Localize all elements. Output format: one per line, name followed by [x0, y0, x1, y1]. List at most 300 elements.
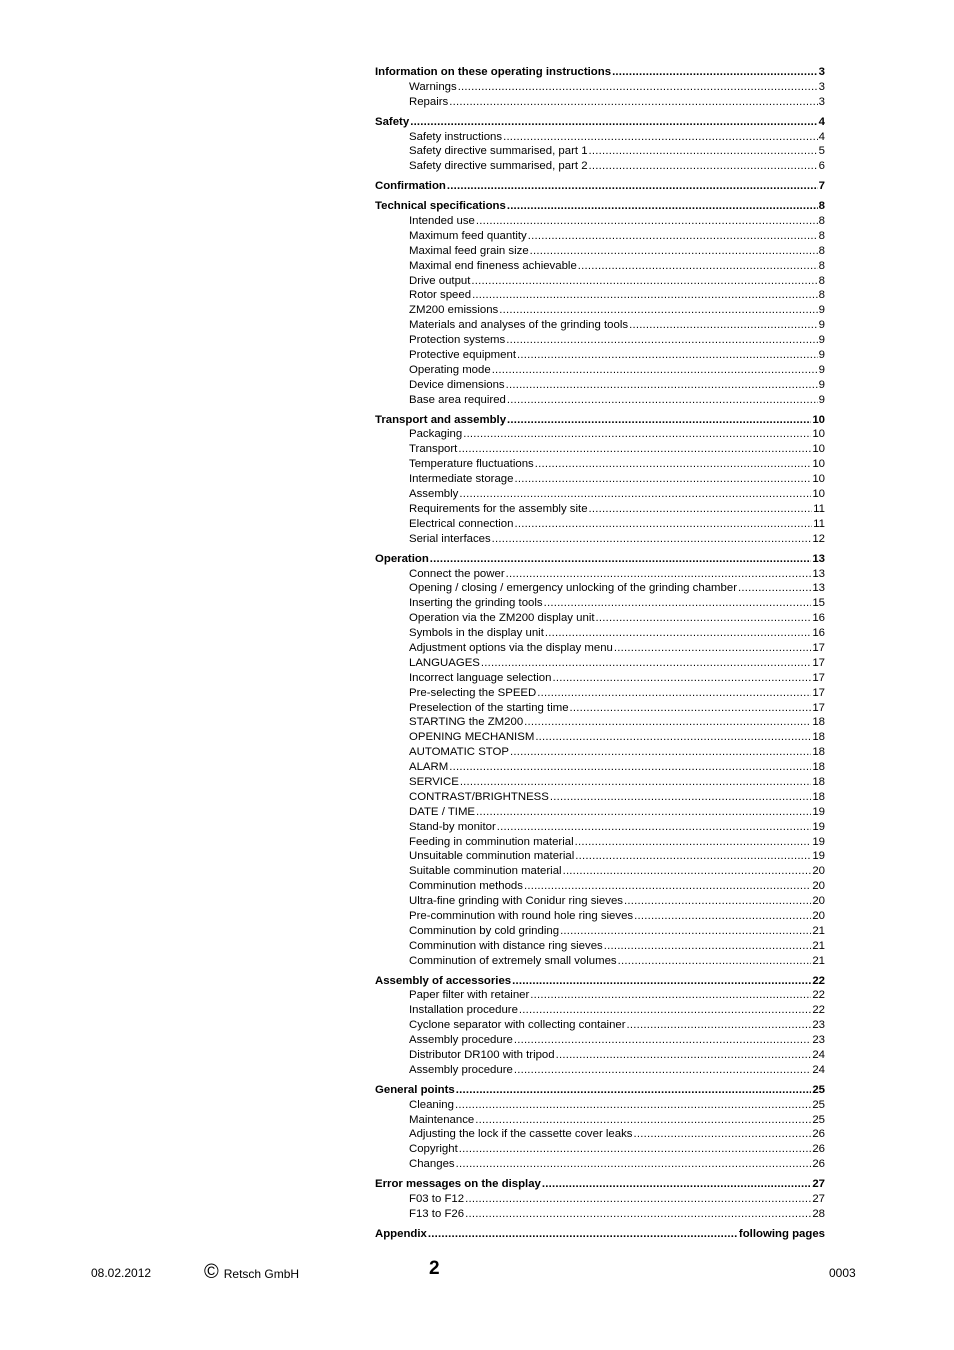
- toc-subentry[interactable]: [375, 730, 825, 745]
- dot-leader: [612, 65, 818, 80]
- toc-subentry-title: Transport: [409, 443, 458, 456]
- dot-leader: [476, 214, 818, 229]
- toc-subentry-page: 9: [818, 393, 825, 406]
- toc-subentry-title: Pre-selecting the SPEED: [409, 686, 537, 699]
- toc-subentry[interactable]: [375, 835, 825, 850]
- toc-subentry-page: 17: [812, 656, 825, 669]
- dot-leader: [519, 1003, 811, 1018]
- toc-subentry-title: Operating mode: [409, 363, 491, 376]
- toc-section: [375, 65, 825, 110]
- toc-subentry-page: 17: [812, 641, 825, 654]
- toc-chapter-entry-page: 27: [812, 1178, 825, 1191]
- toc-subentry-page: 25: [812, 1098, 825, 1111]
- toc-chapter-entry-page: 25: [812, 1083, 825, 1096]
- dot-leader: [550, 790, 811, 805]
- toc-section: [375, 1083, 825, 1172]
- toc-chapter-entry[interactable]: [375, 115, 825, 130]
- toc-subentry[interactable]: [375, 988, 825, 1003]
- toc-section: [375, 974, 825, 1078]
- toc-subentry[interactable]: [375, 715, 825, 730]
- toc-subentry-page: 8: [818, 289, 825, 302]
- dot-leader: [589, 159, 818, 174]
- dot-leader: [537, 686, 811, 701]
- toc-subentry-title: Protective equipment: [409, 349, 517, 362]
- toc-subentry-page: 21: [812, 954, 825, 967]
- toc-subentry-page: 9: [818, 304, 825, 317]
- toc-chapter-entry[interactable]: [375, 552, 825, 567]
- dot-leader: [514, 1033, 811, 1048]
- toc-subentry[interactable]: [375, 517, 825, 532]
- toc-subentry-page: 8: [818, 274, 825, 287]
- dot-leader: [514, 1063, 811, 1078]
- toc-chapter-entry-page: 10: [812, 413, 825, 426]
- toc-subentry[interactable]: [375, 626, 825, 641]
- toc-subentry-title: Suitable comminution material: [409, 865, 562, 878]
- toc-subentry-page: 24: [812, 1049, 825, 1061]
- dot-leader: [455, 1098, 811, 1113]
- toc-subentry-title: Pre-comminution with round hole ring sieves: [409, 909, 634, 922]
- toc-subentry[interactable]: [375, 954, 825, 969]
- toc-subentry[interactable]: [375, 656, 825, 671]
- toc-subentry-title: Connect the power: [409, 567, 505, 580]
- toc-subentry[interactable]: [375, 1033, 825, 1048]
- toc-subentry[interactable]: [375, 1063, 825, 1078]
- toc-subentry-page: 9: [818, 334, 825, 347]
- toc-subentry-title: Incorrect language selection: [409, 671, 552, 684]
- dot-leader: [514, 472, 811, 487]
- toc-subentry[interactable]: [375, 1142, 825, 1157]
- toc-subentry-page: 10: [812, 428, 825, 441]
- dot-leader: [465, 1207, 811, 1222]
- toc-subentry-page: 18: [812, 790, 825, 803]
- dot-leader: [456, 1157, 812, 1172]
- toc-subentry[interactable]: [375, 686, 825, 701]
- dot-leader: [596, 611, 812, 626]
- toc-subentry[interactable]: [375, 1098, 825, 1113]
- dot-leader: [556, 1048, 812, 1063]
- dot-leader: [578, 259, 818, 274]
- toc-subentry-page: 15: [812, 597, 825, 610]
- toc-subentry[interactable]: [375, 363, 825, 378]
- dot-leader: [563, 864, 812, 879]
- toc-subentry-page: 10: [812, 443, 825, 456]
- toc-subentry[interactable]: [375, 701, 825, 716]
- toc-chapter-entry-page: 22: [812, 974, 825, 987]
- toc-subentry-page: 9: [818, 378, 825, 391]
- dot-leader: [492, 532, 812, 547]
- toc-subentry-page: 8: [818, 259, 825, 272]
- toc-subentry-page: 22: [812, 989, 825, 1002]
- toc-subentry[interactable]: [375, 790, 825, 805]
- toc-subentry-page: 18: [812, 761, 825, 774]
- toc-subentry-page: 19: [812, 820, 825, 833]
- toc-subentry[interactable]: [375, 641, 825, 656]
- toc-subentry[interactable]: [375, 924, 825, 939]
- toc-subentry-title: Comminution of extremely small volumes: [409, 954, 617, 967]
- toc-subentry[interactable]: [375, 214, 825, 229]
- toc-subentry-page: 21: [812, 924, 825, 937]
- toc-subentry-title: AUTOMATIC STOP: [409, 746, 509, 759]
- toc-subentry[interactable]: [375, 879, 825, 894]
- toc-chapter-entry-page: 7: [818, 180, 825, 193]
- toc-subentry-page: 20: [812, 865, 825, 878]
- table-of-contents: [375, 65, 825, 1247]
- toc-chapter-entry-title: General points: [375, 1083, 455, 1096]
- toc-subentry[interactable]: [375, 95, 825, 110]
- toc-subentry-page: 9: [818, 349, 825, 362]
- toc-subentry-page: 16: [812, 612, 825, 625]
- toc-subentry-page: 17: [812, 701, 825, 714]
- toc-subentry-page: 24: [812, 1063, 825, 1076]
- toc-subentry[interactable]: [375, 502, 825, 517]
- toc-subentry-title: Assembly procedure: [409, 1034, 513, 1047]
- dot-leader: [589, 144, 818, 159]
- dot-leader: [447, 179, 818, 194]
- dot-leader: [530, 988, 811, 1003]
- toc-subentry[interactable]: [375, 760, 825, 775]
- dot-leader: [458, 442, 811, 457]
- dot-leader: [458, 80, 818, 95]
- toc-subentry-title: STARTING the ZM200: [409, 716, 524, 729]
- toc-subentry-title: Copyright: [409, 1143, 458, 1156]
- dot-leader: [459, 1142, 812, 1157]
- toc-chapter-entry-page: 3: [818, 66, 825, 78]
- toc-subentry-title: ZM200 emissions: [409, 304, 499, 317]
- dot-leader: [514, 517, 812, 532]
- toc-subentry-title: Serial interfaces: [409, 532, 491, 545]
- toc-subentry-page: 17: [812, 671, 825, 684]
- toc-subentry-page: 9: [818, 363, 825, 376]
- dot-leader: [560, 924, 811, 939]
- toc-subentry-title: Base area required: [409, 393, 506, 406]
- toc-chapter-entry-title: Technical specifications: [375, 200, 506, 213]
- toc-chapter-entry[interactable]: [375, 179, 825, 194]
- toc-subentry-title: Maximal end fineness achievable: [409, 259, 577, 272]
- copyright-icon: ©: [204, 1261, 219, 1283]
- toc-subentry[interactable]: [375, 745, 825, 760]
- toc-subentry[interactable]: [375, 864, 825, 879]
- dot-leader: [530, 244, 818, 259]
- dot-leader: [460, 775, 812, 790]
- toc-subentry-title: Ultra-fine grinding with Conidur ring sieves: [409, 895, 623, 908]
- toc-subentry-page: 10: [812, 458, 825, 471]
- dot-leader: [544, 596, 812, 611]
- toc-subentry[interactable]: [375, 472, 825, 487]
- toc-subentry[interactable]: [375, 130, 825, 145]
- dot-leader: [524, 715, 811, 730]
- dot-leader: [552, 671, 811, 686]
- dot-leader: [499, 303, 817, 318]
- dot-leader: [430, 552, 812, 567]
- toc-chapter-entry[interactable]: [375, 974, 825, 989]
- dot-leader: [463, 427, 811, 442]
- dot-leader: [528, 229, 818, 244]
- toc-subentry[interactable]: [375, 939, 825, 954]
- dot-leader: [506, 567, 812, 582]
- toc-subentry-page: 8: [818, 215, 825, 228]
- toc-subentry-page: 12: [812, 532, 825, 545]
- toc-subentry-title: Safety directive summarised, part 1: [409, 145, 588, 158]
- dot-leader: [503, 130, 818, 145]
- toc-subentry-page: 19: [812, 850, 825, 863]
- dot-leader: [506, 333, 817, 348]
- toc-chapter-entry-title: Information on these operating instructions: [375, 66, 612, 78]
- toc-subentry-title: Maximal feed grain size: [409, 244, 529, 257]
- toc-subentry[interactable]: [375, 80, 825, 95]
- dot-leader: [428, 1227, 738, 1242]
- toc-chapter-entry-title: Safety: [375, 115, 410, 128]
- toc-subentry-title: Rotor speed: [409, 289, 472, 302]
- toc-chapter-entry-page: 4: [818, 115, 825, 128]
- toc-subentry-page: 26: [812, 1143, 825, 1156]
- toc-subentry[interactable]: [375, 849, 825, 864]
- toc-subentry-title: OPENING MECHANISM: [409, 731, 535, 744]
- toc-subentry[interactable]: [375, 274, 825, 289]
- toc-subentry-page: 9: [818, 319, 825, 332]
- toc-subentry[interactable]: [375, 318, 825, 333]
- toc-subentry[interactable]: [375, 159, 825, 174]
- toc-subentry-page: 6: [818, 160, 825, 173]
- toc-subentry-page: 26: [812, 1128, 825, 1141]
- toc-subentry-page: 20: [812, 909, 825, 922]
- toc-chapter-entry[interactable]: [375, 1177, 825, 1192]
- toc-subentry-title: Cyclone separator with collecting container: [409, 1019, 626, 1032]
- toc-subentry-title: F13 to F26: [409, 1207, 465, 1220]
- toc-subentry-title: LANGUAGES: [409, 656, 480, 669]
- toc-subentry-title: Materials and analyses of the grinding tools: [409, 319, 629, 332]
- toc-subentry-title: Repairs: [409, 95, 449, 108]
- toc-subentry[interactable]: [375, 1192, 825, 1207]
- toc-subentry-page: 25: [812, 1113, 825, 1126]
- toc-chapter-entry[interactable]: [375, 1083, 825, 1098]
- toc-subentry[interactable]: [375, 775, 825, 790]
- toc-subentry-page: 19: [812, 835, 825, 848]
- dot-leader: [627, 1018, 812, 1033]
- toc-subentry[interactable]: [375, 1048, 825, 1063]
- dot-leader: [575, 849, 811, 864]
- toc-subentry-title: Assembly procedure: [409, 1063, 513, 1076]
- toc-section: [375, 1177, 825, 1222]
- toc-subentry-page: 3: [818, 95, 825, 108]
- toc-subentry[interactable]: [375, 427, 825, 442]
- toc-subentry[interactable]: [375, 671, 825, 686]
- toc-subentry-page: 10: [812, 473, 825, 486]
- dot-leader: [535, 457, 812, 472]
- dot-leader: [589, 502, 813, 517]
- toc-subentry-title: Unsuitable comminution material: [409, 850, 575, 863]
- toc-section: [375, 115, 825, 175]
- toc-subentry-title: SERVICE: [409, 775, 459, 788]
- toc-subentry[interactable]: [375, 348, 825, 363]
- toc-subentry-page: 8: [818, 244, 825, 257]
- toc-subentry-page: 5: [818, 145, 825, 158]
- toc-subentry[interactable]: [375, 805, 825, 820]
- dot-leader: [510, 745, 811, 760]
- toc-subentry-title: Stand-by monitor: [409, 820, 496, 833]
- toc-subentry-title: Warnings: [409, 80, 457, 93]
- toc-subentry-page: 23: [812, 1034, 825, 1047]
- toc-subentry[interactable]: [375, 532, 825, 547]
- toc-subentry-title: CONTRAST/BRIGHTNESS: [409, 790, 549, 803]
- toc-subentry-title: Comminution methods: [409, 880, 523, 893]
- toc-subentry-title: Maintenance: [409, 1113, 475, 1126]
- toc-chapter-entry-title: Assembly of accessories: [375, 974, 512, 987]
- dot-leader: [570, 701, 812, 716]
- toc-subentry[interactable]: [375, 611, 825, 626]
- toc-subentry-title: Inserting the grinding tools: [409, 597, 543, 610]
- toc-subentry[interactable]: [375, 1003, 825, 1018]
- toc-subentry-title: Maximum feed quantity: [409, 229, 527, 242]
- dot-leader: [738, 581, 811, 596]
- dot-leader: [492, 363, 818, 378]
- toc-subentry[interactable]: [375, 259, 825, 274]
- dot-leader: [410, 115, 817, 130]
- toc-subentry-title: Operation via the ZM200 display unit: [409, 612, 595, 625]
- toc-subentry-page: 3: [818, 80, 825, 93]
- footer-copyright: [204, 1262, 299, 1282]
- toc-subentry[interactable]: [375, 1127, 825, 1142]
- toc-subentry-page: 18: [812, 731, 825, 744]
- dot-leader: [517, 348, 818, 363]
- toc-section: [375, 552, 825, 969]
- toc-subentry-page: 23: [812, 1019, 825, 1032]
- dot-leader: [624, 894, 811, 909]
- dot-leader: [542, 1177, 811, 1192]
- toc-subentry-page: 19: [812, 805, 825, 818]
- toc-subentry[interactable]: [375, 909, 825, 924]
- dot-leader: [535, 730, 811, 745]
- toc-section: [375, 413, 825, 547]
- toc-subentry-page: 21: [812, 939, 825, 952]
- toc-subentry-page: 18: [812, 775, 825, 788]
- toc-subentry-title: Electrical connection: [409, 517, 514, 530]
- toc-subentry-page: 10: [812, 488, 825, 501]
- toc-subentry[interactable]: [375, 1157, 825, 1172]
- toc-subentry-page: 20: [812, 880, 825, 893]
- toc-subentry[interactable]: [375, 144, 825, 159]
- toc-subentry-title: Drive output: [409, 274, 471, 287]
- dot-leader: [575, 835, 812, 850]
- toc-chapter-entry-page: 13: [812, 552, 825, 565]
- dot-leader: [507, 393, 818, 408]
- toc-subentry[interactable]: [375, 393, 825, 408]
- dot-leader: [456, 1083, 812, 1098]
- toc-subentry-page: 22: [812, 1004, 825, 1017]
- toc-subentry[interactable]: [375, 457, 825, 472]
- toc-subentry-title: Distributor DR100 with tripod: [409, 1049, 555, 1061]
- toc-subentry[interactable]: [375, 333, 825, 348]
- toc-subentry-page: 17: [812, 686, 825, 699]
- dot-leader: [476, 805, 811, 820]
- toc-subentry[interactable]: [375, 244, 825, 259]
- toc-subentry[interactable]: [375, 378, 825, 393]
- toc-subentry-page: 16: [812, 627, 825, 640]
- toc-subentry[interactable]: [375, 303, 825, 318]
- dot-leader: [497, 820, 812, 835]
- toc-subentry-title: Feeding in comminution material: [409, 835, 574, 848]
- toc-subentry[interactable]: [375, 1113, 825, 1128]
- toc-subentry-page: 27: [812, 1193, 825, 1206]
- toc-subentry-title: Temperature fluctuations: [409, 458, 534, 471]
- toc-subentry-title: Protection systems: [409, 334, 506, 347]
- toc-subentry-title: Symbols in the display unit: [409, 627, 544, 640]
- toc-subentry[interactable]: [375, 229, 825, 244]
- toc-subentry[interactable]: [375, 596, 825, 611]
- dot-leader: [507, 199, 818, 214]
- toc-chapter-entry-title: Operation: [375, 552, 429, 565]
- toc-subentry[interactable]: [375, 442, 825, 457]
- toc-subentry-page: 13: [812, 567, 825, 580]
- toc-subentry-title: Safety instructions: [409, 130, 503, 143]
- toc-subentry[interactable]: [375, 581, 825, 596]
- toc-subentry-title: ALARM: [409, 761, 449, 774]
- toc-section: [375, 199, 825, 407]
- dot-leader: [507, 413, 811, 428]
- toc-subentry-page: 28: [812, 1207, 825, 1220]
- toc-subentry-title: Intermediate storage: [409, 473, 514, 486]
- toc-chapter-entry-title: Confirmation: [375, 180, 446, 193]
- toc-subentry-title: Opening / closing / emergency unlocking of the grinding chamber: [409, 582, 737, 595]
- toc-section: [375, 179, 825, 194]
- toc-subentry-title: Device dimensions: [409, 378, 505, 391]
- dot-leader: [472, 288, 818, 303]
- toc-subentry[interactable]: [375, 894, 825, 909]
- dot-leader: [459, 487, 811, 502]
- toc-chapter-entry-title: Transport and assembly: [375, 413, 507, 426]
- toc-subentry-title: Cleaning: [409, 1098, 454, 1111]
- toc-subentry-title: Paper filter with retainer: [409, 989, 530, 1002]
- toc-chapter-entry[interactable]: [375, 413, 825, 428]
- toc-chapter-entry-page: 8: [818, 200, 825, 213]
- toc-subentry[interactable]: [375, 487, 825, 502]
- toc-subentry[interactable]: [375, 1018, 825, 1033]
- toc-subentry[interactable]: [375, 288, 825, 303]
- toc-subentry[interactable]: [375, 1207, 825, 1222]
- toc-subentry[interactable]: [375, 567, 825, 582]
- toc-subentry-page: 26: [812, 1158, 825, 1171]
- toc-subentry-title: Intended use: [409, 215, 475, 228]
- toc-subentry-page: 18: [812, 746, 825, 759]
- toc-subentry-title: Assembly: [409, 488, 459, 501]
- toc-subentry-title: Preselection of the starting time: [409, 701, 569, 714]
- toc-subentry-title: F03 to F12: [409, 1193, 465, 1206]
- dot-leader: [634, 1127, 812, 1142]
- footer-doc-code: 0003: [829, 1266, 856, 1280]
- toc-subentry-page: 11: [813, 502, 825, 515]
- toc-chapter-entry[interactable]: [375, 199, 825, 214]
- toc-subentry-page: 20: [812, 895, 825, 908]
- footer-company: Retsch GmbH: [223, 1267, 300, 1281]
- toc-subentry-page: 11: [813, 517, 825, 530]
- dot-leader: [449, 95, 817, 110]
- toc-subentry-title: Comminution with distance ring sieves: [409, 939, 603, 952]
- toc-subentry-title: Comminution by cold grinding: [409, 924, 560, 937]
- toc-subentry-title: Requirements for the assembly site: [409, 502, 588, 515]
- toc-chapter-entry[interactable]: [375, 1227, 825, 1242]
- toc-subentry[interactable]: [375, 820, 825, 835]
- dot-leader: [618, 954, 812, 969]
- toc-chapter-entry-title: Appendix: [375, 1227, 427, 1240]
- toc-subentry-title: Adjusting the lock if the cassette cover leaks: [409, 1128, 633, 1141]
- page-footer: [0, 1256, 954, 1286]
- toc-subentry-title: Installation procedure: [409, 1004, 518, 1017]
- toc-subentry-page: 13: [812, 582, 825, 595]
- toc-subentry-page: 4: [818, 130, 825, 143]
- dot-leader: [481, 656, 811, 671]
- toc-chapter-entry-title: Error messages on the display: [375, 1178, 541, 1191]
- toc-chapter-entry[interactable]: [375, 65, 825, 80]
- toc-subentry-title: Changes: [409, 1158, 455, 1171]
